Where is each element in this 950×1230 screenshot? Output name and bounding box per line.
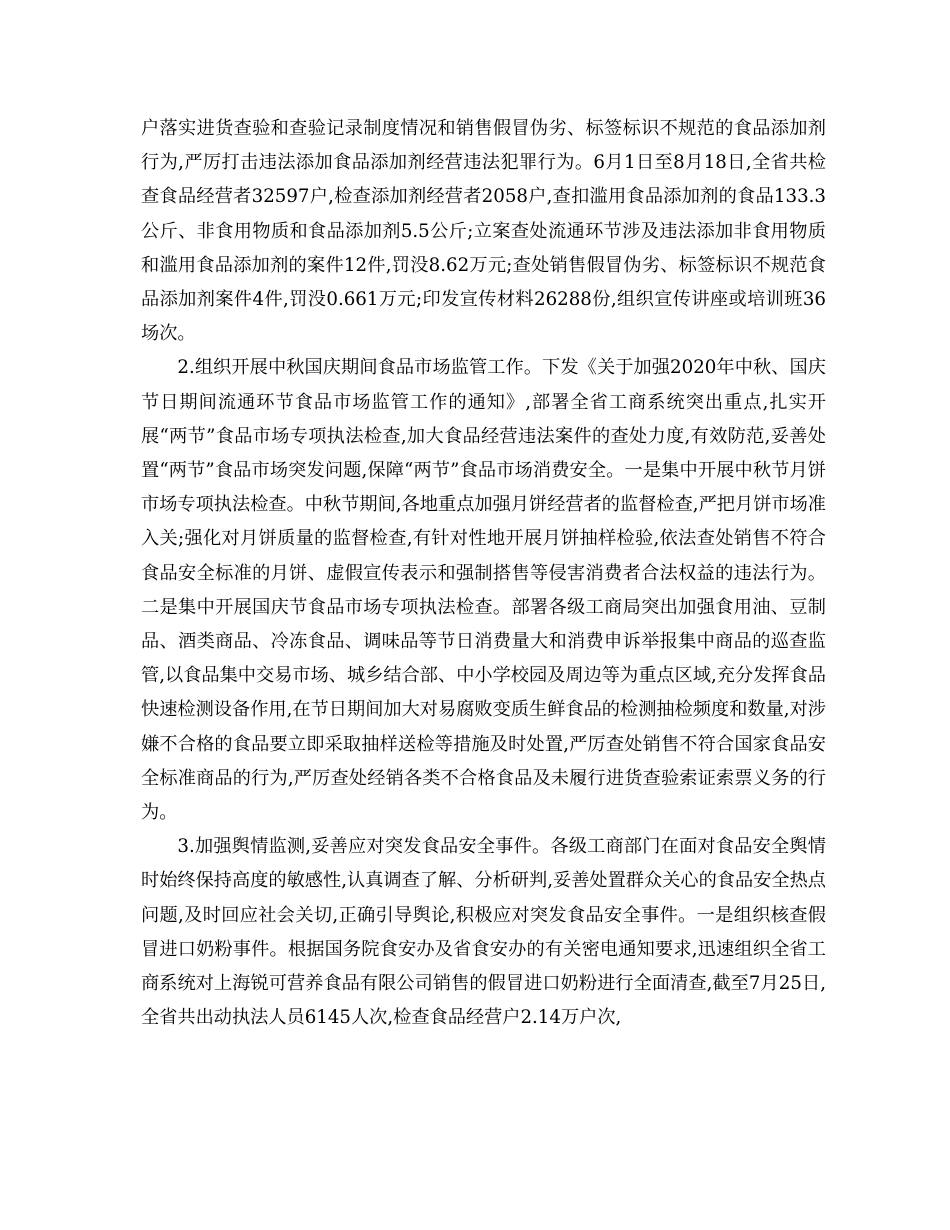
paragraph-continued: 户落实进货查验和查验记录制度情况和销售假冒伪劣、标签标识不规范的食品添加剂行为,严厉打击违法添加食品添加剂经营违法犯罪行为。6月1日至8月18日,全省共检查食品经营者32597户,检查添加剂经营者2058户,查扣滥用食品添加剂的食品133.3公斤、非食用物质和食品添加剂5.5公斤;立案查处流通环节涉及违法添加非食用物质和滥用食品添加剂的案件12件,罚没8.62万元;查处销售假冒伪劣、标签标识不规范食品添加剂案件4件,罚没0.661万元;印发宣传材料26288份,组织宣传讲座或培训班36场次。	[141, 118, 826, 345]
document-body	[141, 112, 826, 1035]
paragraph-2-holiday-food-market: 2.组织开展中秋国庆期间食品市场监管工作。下发《关于加强2020年中秋、国庆节日期间流通环节食品市场监管工作的通知》,部署全省工商系统突出重点,扎实开展“两节”食品市场专项执法检查,加大食品经营违法案件的查处力度,有效防范,妥善处置“两节”食品市场突发问题,保障“两节”食品市场消费安全。一是集中开展中秋节月饼市场专项执法检查。中秋节期间,各地重点加强月饼经营者的监督检查,严把月饼市场准入关;强化对月饼质量的监督检查,有针对性地开展月饼抽样检验,依法查处销售不符合食品安全标准的月饼、虚假宣传表示和强制搭售等侵害消费者合法权益的违法行为。二是集中开展国庆节食品市场专项执法检查。部署各级工商局突出加强食用油、豆制品、酒类商品、冷冻食品、调味品等节日消费量大和消费申诉举报集中商品的巡查监管,以食品集中交易市场、城乡结合部、中小学校园及周边等为重点区域,充分发挥食品快速检测设备作用,在节日期间加大对易腐败变质生鲜食品的检测抽检频度和数量,对涉嫌不合格的食品要立即采取抽样送检等措施及时处置,严厉查处销售不符合国家食品安全标准商品的行为,严厉查处经销各类不合格食品及未履行进货查验索证索票义务的行为。	[141, 357, 826, 824]
paragraph-3-public-opinion-monitoring: 3.加强舆情监测,妥善应对突发食品安全事件。各级工商部门在面对食品安全舆情时始终保持高度的敏感性,认真调查了解、分析研判,妥善处置群众关心的食品安全热点问题,及时回应社会关切,正确引导舆论,积极应对突发食品安全事件。一是组织核查假冒进口奶粉事件。根据国务院食安办及省食安办的有关密电通知要求,迅速组织全省工商系统对上海锐可营养食品有限公司销售的假冒进口奶粉进行全面清查,截至7月25日,全省共出动执法人员6145人次,检查食品经营户2.14万户次,	[141, 836, 826, 1029]
